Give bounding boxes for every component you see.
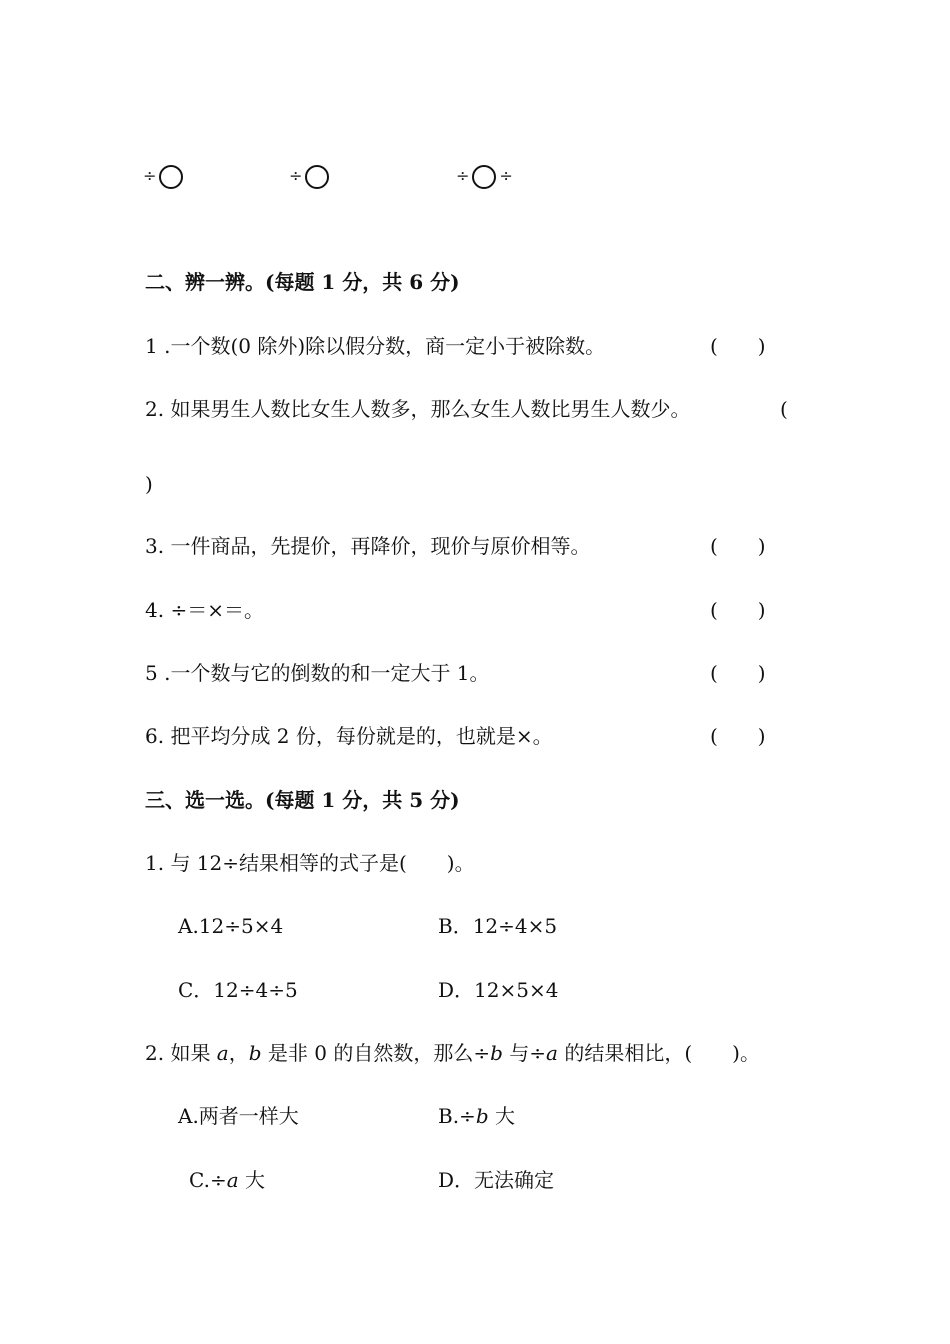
blank-circle[interactable] [472,165,496,189]
q2-option-b[interactable]: B.÷b 大 [438,1104,515,1128]
q2-option-a[interactable]: A.两者一样大 [178,1104,299,1128]
q2-option-c[interactable]: C.÷a 大 [189,1168,266,1192]
answer-paren-5[interactable]: ( ) [710,661,766,685]
compare-group-1 [143,163,186,189]
q1-option-c[interactable]: C．12÷4÷5 [178,978,298,1002]
judge-item-3: 3. 一件商品，先提价，再降价，现价与原价相等。 [145,534,591,558]
answer-paren-2-close[interactable]: ) [145,472,153,496]
answer-paren-3[interactable]: ( ) [710,534,766,558]
answer-paren-1[interactable]: ( ) [710,334,766,358]
q1-option-d[interactable]: D．12×5×4 [438,978,559,1002]
divide-sign: ÷ [143,166,157,185]
question-2: 2. 如果 a，b 是非 0 的自然数，那么÷b 与÷a 的结果相比，( )。 [145,1041,760,1065]
divide-sign: ÷ [289,166,303,185]
blank-circle[interactable] [159,165,183,189]
section3-heading: 三、选一选。(每题 1 分，共 5 分) [145,788,460,812]
q1-option-b[interactable]: B．12÷4×5 [438,914,558,938]
section2-heading: 二、辨一辨。(每题 1 分，共 6 分) [145,270,460,294]
divide-sign: ÷ [499,166,513,185]
judge-item-5: 5 .一个数与它的倒数的和一定大于 1。 [145,661,490,685]
answer-paren-4[interactable]: ( ) [710,598,766,622]
answer-paren-6[interactable]: ( ) [710,724,766,748]
judge-item-4: 4. ÷＝×＝。 [145,598,264,622]
judge-item-6: 6. 把平均分成 2 份，每份就是的，也就是×。 [145,724,553,748]
judge-item-1: 1 .一个数(0 除外)除以假分数，商一定小于被除数。 [145,334,606,358]
divide-sign: ÷ [456,166,470,185]
answer-paren-2-open[interactable]: ( [780,397,788,421]
judge-item-2: 2. 如果男生人数比女生人数多，那么女生人数比男生人数少。 [145,397,691,421]
blank-circle[interactable] [305,165,329,189]
q2-option-d[interactable]: D．无法确定 [438,1168,555,1192]
q1-option-a[interactable]: A.12÷5×4 [178,914,284,938]
compare-group-2 [289,163,332,189]
compare-group-3 [456,163,513,189]
question-1: 1. 与 12÷结果相等的式子是( )。 [145,851,475,875]
